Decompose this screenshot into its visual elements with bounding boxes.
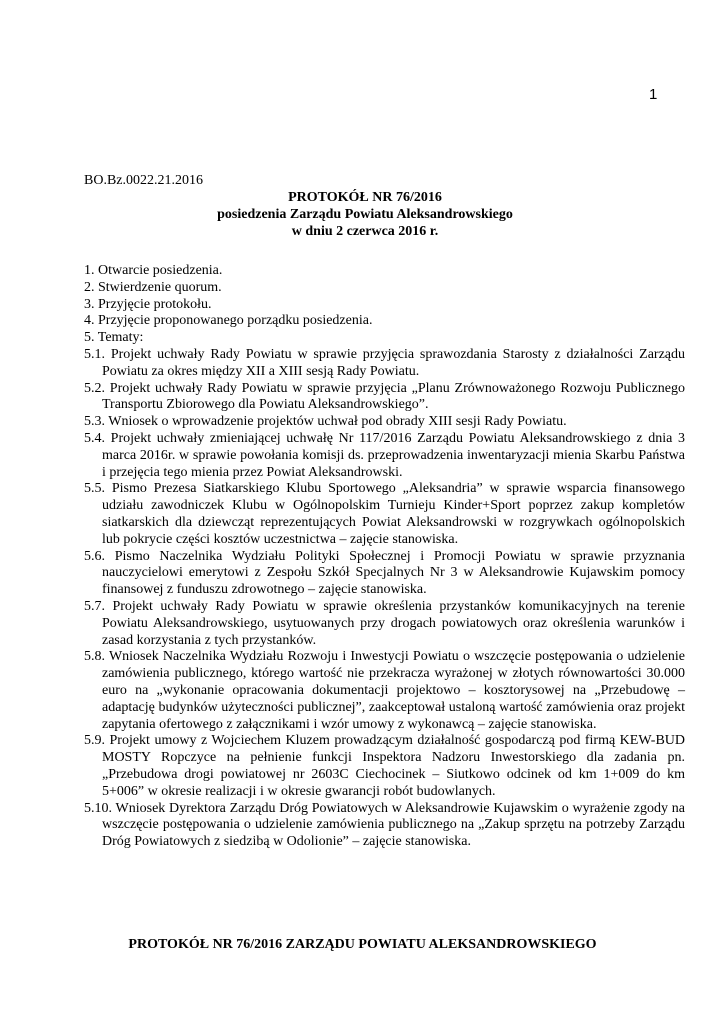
- agenda-item-5-10: 5.10. Wniosek Dyrektora Zarządu Dróg Powiatowych w Aleksandrowie Kujawskim o wyrażenie zgody na wszczęcie postępowania o udzielenie zamówienia publicznego na „Zakup sprzętu na potrzeby Zarządu Dróg Powiatowych z siedzibą w Odolionie” – zajęcie stanowiska.: [84, 800, 685, 850]
- agenda-list: [84, 263, 685, 851]
- agenda-item-3: 3. Przyjęcie protokołu.: [84, 296, 212, 312]
- agenda-item-1: 1. Otwarcie posiedzenia.: [84, 263, 223, 278]
- agenda-item-5-1: 5.1. Projekt uchwały Rady Powiatu w sprawie przyjęcia sprawozdania Starosty z działalności Zarządu Powiatu za okres między XII a XIII sesją Rady Powiatu.: [84, 346, 685, 379]
- document-reference: BO.Bz.0022.21.2016: [84, 173, 203, 188]
- title-line-2: posiedzenia Zarządu Powiatu Aleksandrowskiego: [217, 207, 513, 222]
- agenda-item-5-4: 5.4. Projekt uchwały zmieniającej uchwałę Nr 117/2016 Zarządu Powiatu Aleksandrowskiego z dnia 3 marca 2016r. w sprawie powołania komisji ds. przeprowadzenia inwentaryzacji mienia Skarbu Państwa i przejęcia tego mienia przez Powiat Aleksandrowski.: [84, 430, 685, 480]
- agenda-item-5-7: 5.7. Projekt uchwały Rady Powiatu w sprawie określenia przystanków komunikacyjnych na terenie Powiatu Aleksandrowskiego, usytuowanych przy drogach powiatowych oraz określenia warunków i zasad korzystania z tych przystanków.: [84, 598, 685, 648]
- agenda-item-5-5: 5.5. Pismo Prezesa Siatkarskiego Klubu Sportowego „Aleksandria” w sprawie wsparcia finansowego udziału zawodniczek Klubu w Ogólnopolskim Turnieju Kinder+Sport poprzez zakup kompletów siatkarskich dla dziewcząt reprezentujących Powiat Aleksandrowski w rozgrywkach ogólnopolskich lub pokrycie części kosztów uczestnictwa – zajęcie stanowiska.: [84, 481, 685, 547]
- agenda-item-4: 4. Przyjęcie proponowanego porządku posiedzenia.: [84, 313, 373, 329]
- agenda-item-5-9: 5.9. Projekt umowy z Wojciechem Kluzem prowadzącym działalność gospodarczą pod firmą KEW-BUD MOSTY Ropczyce na pełnienie funkcji Inspektora Nadzoru Inwestorskiego dla zadania pn. „Przebudowa drogi powiatowej nr 2603C Ciechocinek – Siutkowo odcinek od km 1+009 do km 5+006” w okresie realizacji i w okresie gwarancji robót budowlanych.: [84, 733, 685, 799]
- page-number: 1: [649, 86, 658, 103]
- document-title: [84, 189, 646, 240]
- page-footer: PROTOKÓŁ NR 76/2016 ZARZĄDU POWIATU ALEKSANDROWSKIEGO: [128, 937, 597, 952]
- agenda-item-5-3: 5.3. Wniosek o wprowadzenie projektów uchwał pod obrady XIII sesji Rady Powiatu.: [84, 414, 567, 430]
- agenda-item-5-8: 5.8. Wniosek Naczelnika Wydziału Rozwoju i Inwestycji Powiatu o wszczęcie postępowania o udzielenie zamówienia publicznego, którego wartość nie przekracza wyrażonej w złotych równowartości 30.000 euro na „wykonanie opracowania dokumentacji projektowo – kosztorysowej na „Przebudowę – adaptację budynków użyteczności publicznej”, zaakceptował ustaloną wartość zamówienia oraz projekt zapytania ofertowego z załącznikami i wzór umowy z wykonawcą – zajęcie stanowiska.: [84, 649, 685, 732]
- title-line-1: PROTOKÓŁ NR 76/2016: [288, 190, 442, 205]
- title-line-3: w dniu 2 czerwca 2016 r.: [291, 224, 439, 239]
- agenda-item-5: 5. Tematy:: [84, 330, 144, 346]
- agenda-item-5-6: 5.6. Pismo Naczelnika Wydziału Polityki Społecznej i Promocji Powiatu w sprawie przyznania nauczycielowi emerytowi z Zespołu Szkół Specjalnych Nr 3 w Aleksandrowie Kujawskim pomocy finansowej z funduszu zdrowotnego – zajęcie stanowiska.: [84, 548, 685, 598]
- agenda-item-5-2: 5.2. Projekt uchwały Rady Powiatu w sprawie przyjęcia „Planu Zrównoważonego Rozwoju Publicznego Transportu Zbiorowego dla Powiatu Aleksandrowskiego”.: [84, 380, 685, 413]
- agenda-item-2: 2. Stwierdzenie quorum.: [84, 279, 222, 295]
